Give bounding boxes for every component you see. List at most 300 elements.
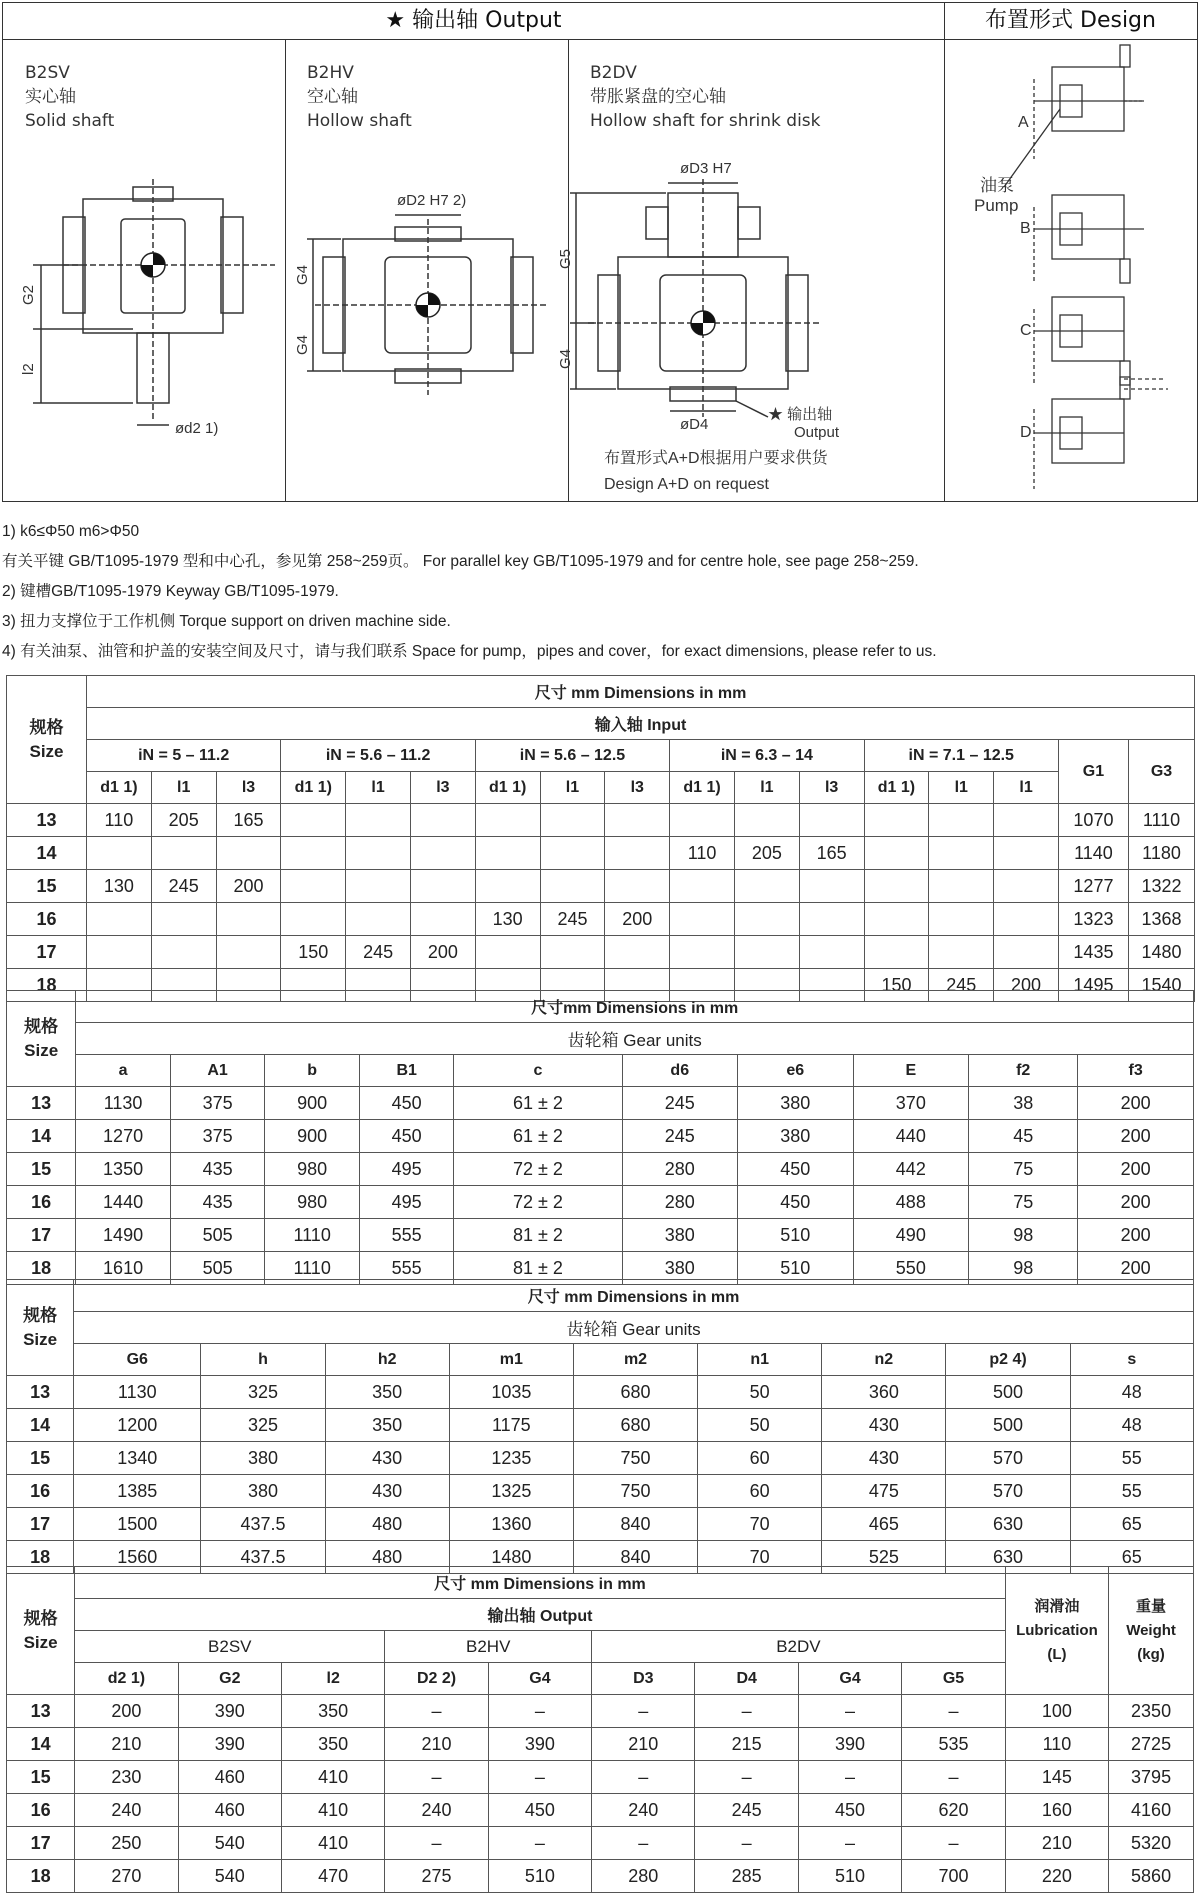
table-cell (410, 903, 475, 936)
table-cell (605, 936, 670, 969)
table-cell (670, 903, 735, 936)
size-cell: 17 (7, 936, 87, 969)
table-cell: 270 (75, 1860, 178, 1893)
design-pump-cn: 油泵 (980, 176, 1014, 195)
table-cell: 245 (346, 936, 411, 969)
table-cell: 1110 (265, 1219, 360, 1252)
table-cell: 1277 (1058, 870, 1128, 903)
b2hv-code: B2HV (307, 63, 354, 83)
column-header: f3 (1078, 1055, 1194, 1087)
t1-column-headers (7, 772, 1195, 804)
table-cell (87, 903, 152, 936)
table-cell: 435 (170, 1186, 265, 1219)
t1-col-header: G3 (1128, 740, 1194, 804)
table-cell: 980 (265, 1153, 360, 1186)
column-header: h (201, 1344, 325, 1376)
table-cell: 490 (853, 1219, 969, 1252)
table-cell: 200 (605, 903, 670, 936)
table-cell: – (488, 1761, 591, 1794)
table-cell (216, 837, 281, 870)
b2dv-drawing (557, 39, 944, 503)
table-cell (540, 870, 605, 903)
input-dimensions-table (6, 675, 1195, 1002)
table-cell (929, 903, 994, 936)
table-cell (994, 804, 1059, 837)
design-pump-en: Pump (974, 196, 1019, 215)
table-cell: 220 (1005, 1860, 1108, 1893)
t4-group: B2HV (385, 1631, 592, 1663)
b2sv-d2-label: ød2 1) (175, 420, 219, 437)
column-header: D4 (695, 1663, 798, 1695)
size-cell: 18 (7, 1541, 74, 1574)
footnotes (2, 517, 937, 667)
table-cell: 510 (798, 1860, 901, 1893)
table-cell: 5320 (1109, 1827, 1194, 1860)
table-row (7, 936, 1195, 969)
table-cell: 700 (902, 1860, 1006, 1893)
table-cell (994, 837, 1059, 870)
table-row (7, 1153, 1194, 1186)
table-cell: 200 (1078, 1219, 1194, 1252)
table-cell (216, 903, 281, 936)
table-cell: 410 (281, 1794, 384, 1827)
table-cell: 435 (170, 1153, 265, 1186)
column-header: G2 (178, 1663, 281, 1695)
table-cell: 360 (822, 1376, 946, 1409)
table-cell (281, 870, 346, 903)
table-cell: 3795 (1109, 1761, 1194, 1794)
table-cell: 470 (281, 1860, 384, 1893)
table-cell: 900 (265, 1087, 360, 1120)
panel-design (944, 39, 1197, 501)
table-cell: 380 (622, 1219, 738, 1252)
table-cell: 1323 (1058, 903, 1128, 936)
table-cell: 61 ± 2 (454, 1120, 622, 1153)
size-cell: 15 (7, 870, 87, 903)
table-cell: 55 (1070, 1442, 1193, 1475)
table-cell: 840 (573, 1541, 697, 1574)
table-cell (475, 870, 540, 903)
design-drawing (944, 39, 1199, 503)
table-row (7, 1695, 1194, 1728)
table-cell: 430 (325, 1475, 449, 1508)
column-header: d6 (622, 1055, 738, 1087)
b2hv-en: Hollow shaft (307, 111, 412, 131)
table-cell: 165 (799, 837, 864, 870)
table-cell: 205 (734, 837, 799, 870)
table-cell: 280 (622, 1186, 738, 1219)
column-header: f2 (969, 1055, 1078, 1087)
size-cell: 16 (7, 1794, 75, 1827)
table-cell: 210 (385, 1728, 488, 1761)
t1-group: iN = 6.3 – 14 (670, 740, 864, 772)
table-cell: 1140 (1058, 837, 1128, 870)
table-cell: – (902, 1761, 1006, 1794)
table-cell: 680 (573, 1409, 697, 1442)
table-cell: 1322 (1128, 870, 1194, 903)
table-cell: 1180 (1128, 837, 1194, 870)
column-header: d1 1) (87, 772, 152, 804)
output-header: ★ 输出轴 Output (3, 3, 945, 39)
t2-sub-header: 齿轮箱 Gear units (76, 1023, 1194, 1055)
b2dv-d3-label: øD3 H7 (680, 160, 732, 177)
column-header: A1 (170, 1055, 265, 1087)
b2hv-d2-label: øD2 H7 2) (397, 192, 467, 209)
b2sv-l2-label: l2 (20, 363, 37, 375)
table-cell: 150 (864, 969, 929, 1002)
table-cell: 540 (178, 1860, 281, 1893)
table-cell: – (592, 1761, 695, 1794)
panel-b2sv (3, 39, 286, 501)
table-cell: – (488, 1827, 591, 1860)
table-cell: 555 (359, 1219, 454, 1252)
table-cell: 38 (969, 1087, 1078, 1120)
table-cell: 245 (622, 1087, 738, 1120)
column-header: e6 (738, 1055, 854, 1087)
footnote-2: 2) 键槽GB/T1095-1979 Keyway GB/T1095-1979. (2, 583, 339, 600)
column-header: h2 (325, 1344, 449, 1376)
table-cell: 475 (822, 1475, 946, 1508)
table-cell: 200 (1078, 1120, 1194, 1153)
table-cell: 55 (1070, 1475, 1193, 1508)
column-header: G5 (902, 1663, 1006, 1695)
column-header: G6 (74, 1344, 201, 1376)
b2dv-output-en: Output (794, 424, 840, 441)
table-cell: 500 (946, 1376, 1070, 1409)
size-cell: 14 (7, 1120, 76, 1153)
table-cell (151, 837, 216, 870)
table-cell: 60 (698, 1475, 822, 1508)
table-cell: 200 (1078, 1252, 1194, 1285)
table-cell (540, 936, 605, 969)
column-header: c (454, 1055, 622, 1087)
panel-b2hv (285, 39, 569, 501)
drawing-header (3, 3, 1197, 40)
table-cell: 630 (946, 1508, 1070, 1541)
table-cell: 45 (969, 1120, 1078, 1153)
size-cell: 13 (7, 1376, 74, 1409)
t4-dim-header: 尺寸 mm Dimensions in mm (75, 1567, 1006, 1599)
b2dv-note-cn: 布置形式A+D根据用户要求供货 (604, 450, 828, 467)
table-cell (87, 936, 152, 969)
size-cell: 15 (7, 1442, 74, 1475)
output-dimensions-table (6, 1566, 1194, 1893)
table-cell (864, 804, 929, 837)
table-cell (410, 837, 475, 870)
table-cell: 750 (573, 1442, 697, 1475)
table-cell (670, 936, 735, 969)
b2dv-output-cn: ★ 输出轴 (768, 406, 833, 423)
column-header: d2 1) (75, 1663, 178, 1695)
table-cell (605, 804, 670, 837)
table-cell: 150 (281, 936, 346, 969)
table-cell: 245 (695, 1794, 798, 1827)
design-c-label: C (1020, 322, 1032, 339)
drawing-block (2, 2, 1198, 502)
table-row (7, 1508, 1194, 1541)
table-cell: 165 (216, 804, 281, 837)
table-cell: 750 (573, 1475, 697, 1508)
table-cell: 442 (853, 1153, 969, 1186)
t2-body (7, 1087, 1194, 1285)
gear-units-table-1 (6, 990, 1194, 1285)
table-cell: 1540 (1128, 969, 1194, 1002)
b2sv-code: B2SV (25, 63, 70, 83)
table-cell: 65 (1070, 1508, 1193, 1541)
table-cell: 480 (325, 1541, 449, 1574)
table-cell (864, 903, 929, 936)
table-cell: 72 ± 2 (454, 1186, 622, 1219)
table-cell: – (798, 1761, 901, 1794)
size-cell: 17 (7, 1827, 75, 1860)
table-cell: 495 (359, 1153, 454, 1186)
table-cell: 370 (853, 1087, 969, 1120)
table-cell: 240 (75, 1794, 178, 1827)
table-cell: 1235 (449, 1442, 573, 1475)
table-cell: – (902, 1695, 1006, 1728)
table-cell (281, 837, 346, 870)
size-cell: 14 (7, 837, 87, 870)
table-cell: 75 (969, 1153, 1078, 1186)
table-cell: 570 (946, 1442, 1070, 1475)
table-cell: 245 (929, 969, 994, 1002)
table-cell: 1435 (1058, 936, 1128, 969)
table-cell: 488 (853, 1186, 969, 1219)
table-cell: 2725 (1109, 1728, 1194, 1761)
weight-header: 重量 Weight (kg) (1109, 1567, 1194, 1695)
table-cell: 450 (738, 1153, 854, 1186)
table-cell: 900 (265, 1120, 360, 1153)
table-cell (475, 804, 540, 837)
table-cell: 505 (170, 1252, 265, 1285)
size-cell: 13 (7, 1087, 76, 1120)
column-header: m2 (573, 1344, 697, 1376)
table-cell: 1360 (449, 1508, 573, 1541)
table-cell: 380 (201, 1475, 325, 1508)
column-header: d1 1) (670, 772, 735, 804)
table-cell: 555 (359, 1252, 454, 1285)
table-cell: 1270 (76, 1120, 171, 1153)
footnote-4: 4) 有关油泵、油管和护盖的安装空间及尺寸，请与我们联系 Space for pump，pipes and cover，for exact dimensions, please refer to us. (2, 643, 937, 660)
column-header: l3 (410, 772, 475, 804)
column-header: l1 (734, 772, 799, 804)
table-cell: 450 (798, 1794, 901, 1827)
table-cell: 200 (994, 969, 1059, 1002)
column-header: b (265, 1055, 360, 1087)
footnote-1: 1) k6≤Φ50 m6>Φ50 (2, 523, 140, 540)
table-cell: 350 (325, 1376, 449, 1409)
column-header: l1 (994, 772, 1059, 804)
table-cell: 5860 (1109, 1860, 1194, 1893)
table-cell: 350 (325, 1409, 449, 1442)
table-cell: 110 (1005, 1728, 1108, 1761)
column-header: n1 (698, 1344, 822, 1376)
table-cell (540, 804, 605, 837)
b2dv-d4-label: øD4 (680, 416, 709, 433)
size-header: 规格 Size (7, 1280, 74, 1376)
b2hv-drawing (285, 39, 568, 503)
table-cell: 210 (592, 1728, 695, 1761)
table-cell: – (385, 1761, 488, 1794)
column-header: l3 (605, 772, 670, 804)
table-cell: 240 (592, 1794, 695, 1827)
table-cell (151, 903, 216, 936)
table-cell (605, 870, 670, 903)
table-cell: 230 (75, 1761, 178, 1794)
table-cell: 430 (325, 1442, 449, 1475)
t3-dim-header: 尺寸 mm Dimensions in mm (74, 1280, 1194, 1312)
table-cell: 81 ± 2 (454, 1219, 622, 1252)
table-cell: – (695, 1761, 798, 1794)
t1-dim-header: 尺寸 mm Dimensions in mm (87, 676, 1195, 708)
table-cell: 375 (170, 1120, 265, 1153)
table-cell: 200 (1078, 1153, 1194, 1186)
table-cell: – (592, 1695, 695, 1728)
table-cell: 540 (178, 1827, 281, 1860)
table-cell: 160 (1005, 1794, 1108, 1827)
table-cell: 390 (178, 1695, 281, 1728)
table-cell: 61 ± 2 (454, 1087, 622, 1120)
table-cell: 240 (385, 1794, 488, 1827)
table-cell: 1350 (76, 1153, 171, 1186)
table-cell: 70 (698, 1541, 822, 1574)
table-cell: 145 (1005, 1761, 1108, 1794)
table-row (7, 1475, 1194, 1508)
table-cell: 48 (1070, 1376, 1193, 1409)
table-cell: – (798, 1695, 901, 1728)
column-header: s (1070, 1344, 1193, 1376)
table-cell: 1130 (74, 1376, 201, 1409)
table-cell: 430 (822, 1442, 946, 1475)
table-cell (346, 870, 411, 903)
b2sv-g2-label: G2 (20, 284, 37, 305)
table-cell: 450 (488, 1794, 591, 1827)
table-cell: 205 (151, 804, 216, 837)
table-cell (346, 804, 411, 837)
table-cell (87, 837, 152, 870)
table-cell: 200 (1078, 1087, 1194, 1120)
table-cell: 465 (822, 1508, 946, 1541)
table-cell: 285 (695, 1860, 798, 1893)
size-cell: 13 (7, 804, 87, 837)
column-header: d1 1) (281, 772, 346, 804)
t3-sub-header: 齿轮箱 Gear units (74, 1312, 1194, 1344)
size-header: 规格 Size (7, 676, 87, 804)
table-cell: 1340 (74, 1442, 201, 1475)
column-header: D3 (592, 1663, 695, 1695)
table-cell: 1070 (1058, 804, 1128, 837)
design-b-label: B (1020, 220, 1031, 237)
table-cell: 980 (265, 1186, 360, 1219)
table-cell: 1490 (76, 1219, 171, 1252)
table-cell: 380 (738, 1087, 854, 1120)
table-row (7, 870, 1195, 903)
table-cell: 495 (359, 1186, 454, 1219)
table-cell: 1480 (1128, 936, 1194, 969)
table-cell (799, 903, 864, 936)
table-cell (929, 936, 994, 969)
table-cell: 430 (822, 1409, 946, 1442)
column-header: G4 (798, 1663, 901, 1695)
table-cell: 1130 (76, 1087, 171, 1120)
table-cell (929, 837, 994, 870)
table-row (7, 1376, 1194, 1409)
table-cell (410, 870, 475, 903)
t4-body (7, 1695, 1194, 1893)
size-cell: 16 (7, 1475, 74, 1508)
table-cell: 280 (622, 1153, 738, 1186)
size-cell: 15 (7, 1761, 75, 1794)
table-cell (346, 837, 411, 870)
table-cell: 390 (798, 1728, 901, 1761)
table-row (7, 1186, 1194, 1219)
t1-group: iN = 5 – 11.2 (87, 740, 281, 772)
table-cell (734, 936, 799, 969)
table-cell: 1495 (1058, 969, 1128, 1002)
table-cell: 110 (87, 804, 152, 837)
table-cell: 1500 (74, 1508, 201, 1541)
size-cell: 14 (7, 1728, 75, 1761)
table-cell: 210 (1005, 1827, 1108, 1860)
table-row (7, 837, 1195, 870)
table-cell: 437.5 (201, 1541, 325, 1574)
table-cell: 130 (475, 903, 540, 936)
table-cell (734, 870, 799, 903)
table-cell: 275 (385, 1860, 488, 1893)
table-cell: 200 (1078, 1186, 1194, 1219)
table-cell (864, 936, 929, 969)
b2dv-cn: 带胀紧盘的空心轴 (590, 87, 726, 107)
size-cell: 16 (7, 903, 87, 936)
table-row (7, 1761, 1194, 1794)
table-cell: 50 (698, 1376, 822, 1409)
size-cell: 17 (7, 1508, 74, 1541)
table-cell: 60 (698, 1442, 822, 1475)
table-row (7, 804, 1195, 837)
table-cell: 510 (738, 1252, 854, 1285)
t3-body (7, 1376, 1194, 1574)
design-a-label: A (1018, 114, 1029, 131)
table-cell (216, 936, 281, 969)
table-cell: 390 (178, 1728, 281, 1761)
table-cell: 1035 (449, 1376, 573, 1409)
table-cell: 215 (695, 1728, 798, 1761)
table-cell: 630 (946, 1541, 1070, 1574)
size-header: 规格 Size (7, 1567, 75, 1695)
column-header: G4 (488, 1663, 591, 1695)
table-cell: 81 ± 2 (454, 1252, 622, 1285)
b2hv-g4-bottom-label: G4 (294, 334, 311, 355)
table-cell (864, 870, 929, 903)
t1-group: iN = 5.6 – 11.2 (281, 740, 475, 772)
b2sv-cn: 实心轴 (25, 87, 76, 107)
table-cell: 2350 (1109, 1695, 1194, 1728)
table-cell: 390 (488, 1728, 591, 1761)
table-cell (281, 804, 346, 837)
table-cell: 350 (281, 1695, 384, 1728)
column-header: p2 4) (946, 1344, 1070, 1376)
table-cell: 620 (902, 1794, 1006, 1827)
b2dv-en: Hollow shaft for shrink disk (590, 111, 821, 131)
table-cell: 1368 (1128, 903, 1194, 936)
table-cell (151, 936, 216, 969)
table-cell: 460 (178, 1794, 281, 1827)
table-row (7, 1827, 1194, 1860)
column-header: l1 (540, 772, 605, 804)
table-cell (281, 903, 346, 936)
table-cell: 1110 (265, 1252, 360, 1285)
table-cell: 460 (178, 1761, 281, 1794)
